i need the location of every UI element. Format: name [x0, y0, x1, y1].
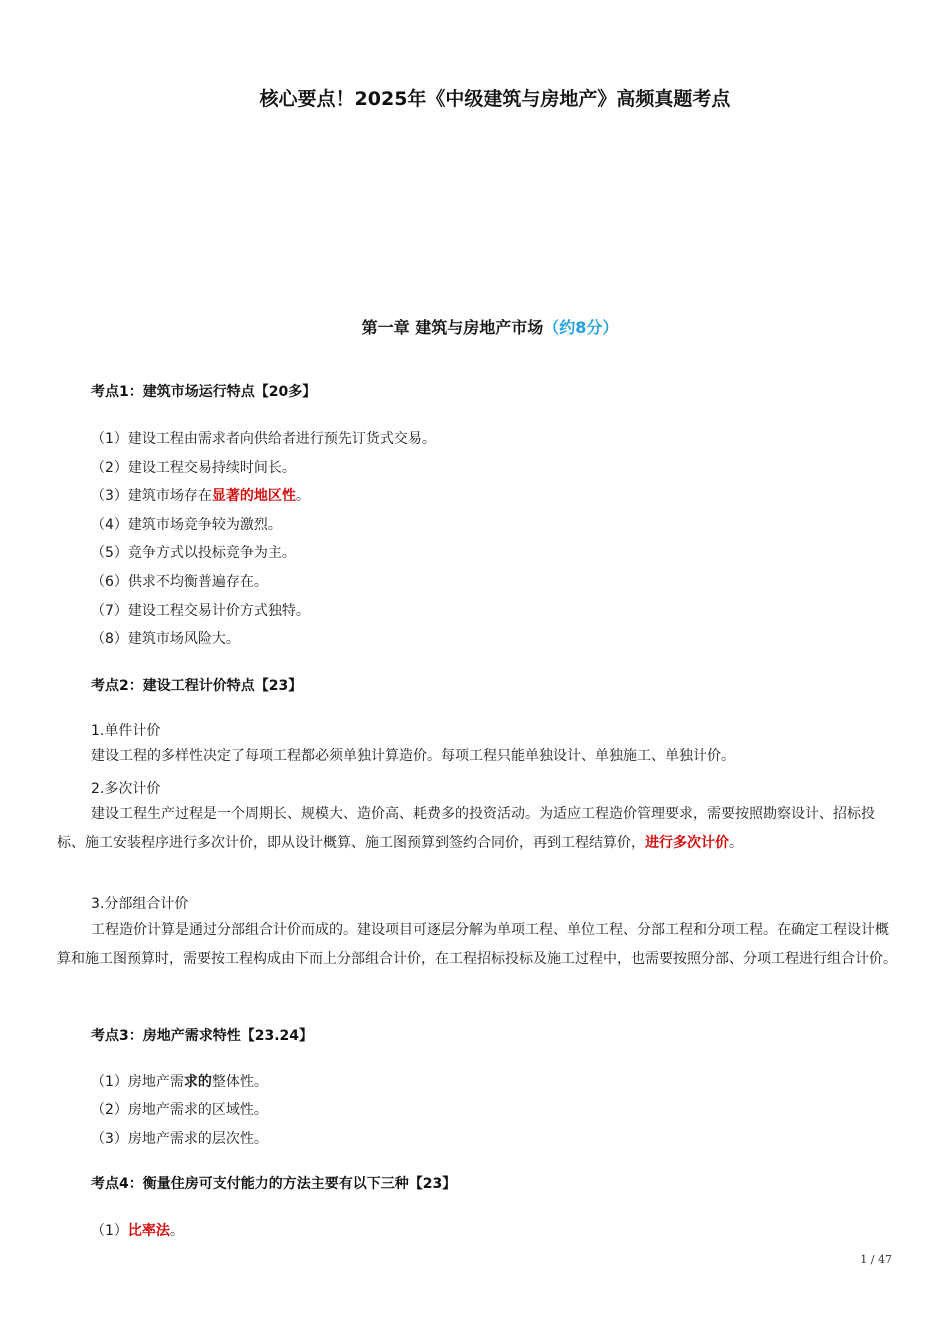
kp1-item: （2）建设工程交易持续时间长。: [91, 460, 296, 476]
chapter-title: [0, 315, 950, 338]
highlight-text: 进行多次计价: [645, 835, 729, 851]
bold-text: 求的: [183, 1074, 212, 1090]
kp1-item: （4）建筑市场竞争较为激烈。: [91, 517, 282, 533]
kp3-item: （2）房地产需求的区域性。: [91, 1102, 268, 1118]
kp1-item: （5）竞争方式以投标竞争为主。: [91, 545, 296, 561]
kp1-item: （6）供求不均衡普遍存在。: [91, 574, 268, 590]
kp2-subheading: 1.单件计价: [91, 723, 161, 739]
kp1-heading: 考点1：建筑市场运行特点【20多】: [91, 384, 317, 400]
kp2-heading: 考点2：建设工程计价特点【23】: [91, 678, 303, 694]
kp1-item: （8）建筑市场风险大。: [91, 631, 240, 647]
kp1-item: （1）建设工程由需求者向供给者进行预先订货式交易。: [91, 431, 436, 447]
kp2-paragraph: 建设工程的多样性决定了每项工程都必须单独计算造价。每项工程只能单独设计、单独施工、单独计价。: [91, 748, 735, 764]
kp1-item: [91, 485, 310, 505]
kp4-item-text: 。: [169, 1223, 184, 1239]
kp1-item-text: （3）建筑市场存在: [91, 488, 212, 504]
chapter-score: （约8分）: [543, 318, 619, 337]
kp2-paragraph: 工程造价计算是通过分部组合计价而成的。建设项目可逐层分解为单项工程、单位工程、分部工程和分项工程。在确定工程设计概算和施工图预算时，需要按工程构成由下而上分部组合计价，在工程招标投标及施工过程中，也需要按照分部、分项工程进行组合计价。: [57, 922, 897, 967]
page-number: 1 / 47: [860, 1253, 892, 1266]
kp2-paragraph: [57, 800, 897, 858]
kp3-item: [91, 1071, 268, 1091]
highlight-text: 显著的地区性: [211, 488, 296, 504]
kp3-item: （3）房地产需求的层次性。: [91, 1131, 268, 1147]
kp2-paragraph-text: 。: [729, 835, 743, 851]
kp4-item: [91, 1220, 184, 1240]
highlight-text: 比率法: [127, 1223, 170, 1239]
kp3-item-text: （1）房地产需: [91, 1074, 184, 1090]
kp2-subheading: 2.多次计价: [91, 781, 161, 797]
kp4-item-text: （1）: [91, 1223, 128, 1239]
kp3-item-text: 整体性。: [211, 1074, 268, 1090]
chapter-name: 第一章 建筑与房地产市场: [361, 318, 544, 337]
kp1-item-text: 。: [295, 488, 310, 504]
kp2-subheading: 3.分部组合计价: [91, 896, 189, 912]
kp1-item: （7）建设工程交易计价方式独特。: [91, 603, 310, 619]
kp3-heading: 考点3：房地产需求特性【23.24】: [91, 1028, 314, 1044]
document-title: 核心要点！2025年《中级建筑与房地产》高频真题考点: [259, 88, 731, 110]
kp2-paragraph-text: 建设工程生产过程是一个周期长、规模大、造价高、耗费多的投资活动。为适应工程造价管理要求，需要按照勘察设计、招标投标、施工安装程序进行多次计价，即从设计概算、施工图预算到签约合同价，再到工程结算价，: [57, 806, 875, 851]
kp4-heading: 考点4：衡量住房可支付能力的方法主要有以下三种【23】: [91, 1176, 457, 1192]
